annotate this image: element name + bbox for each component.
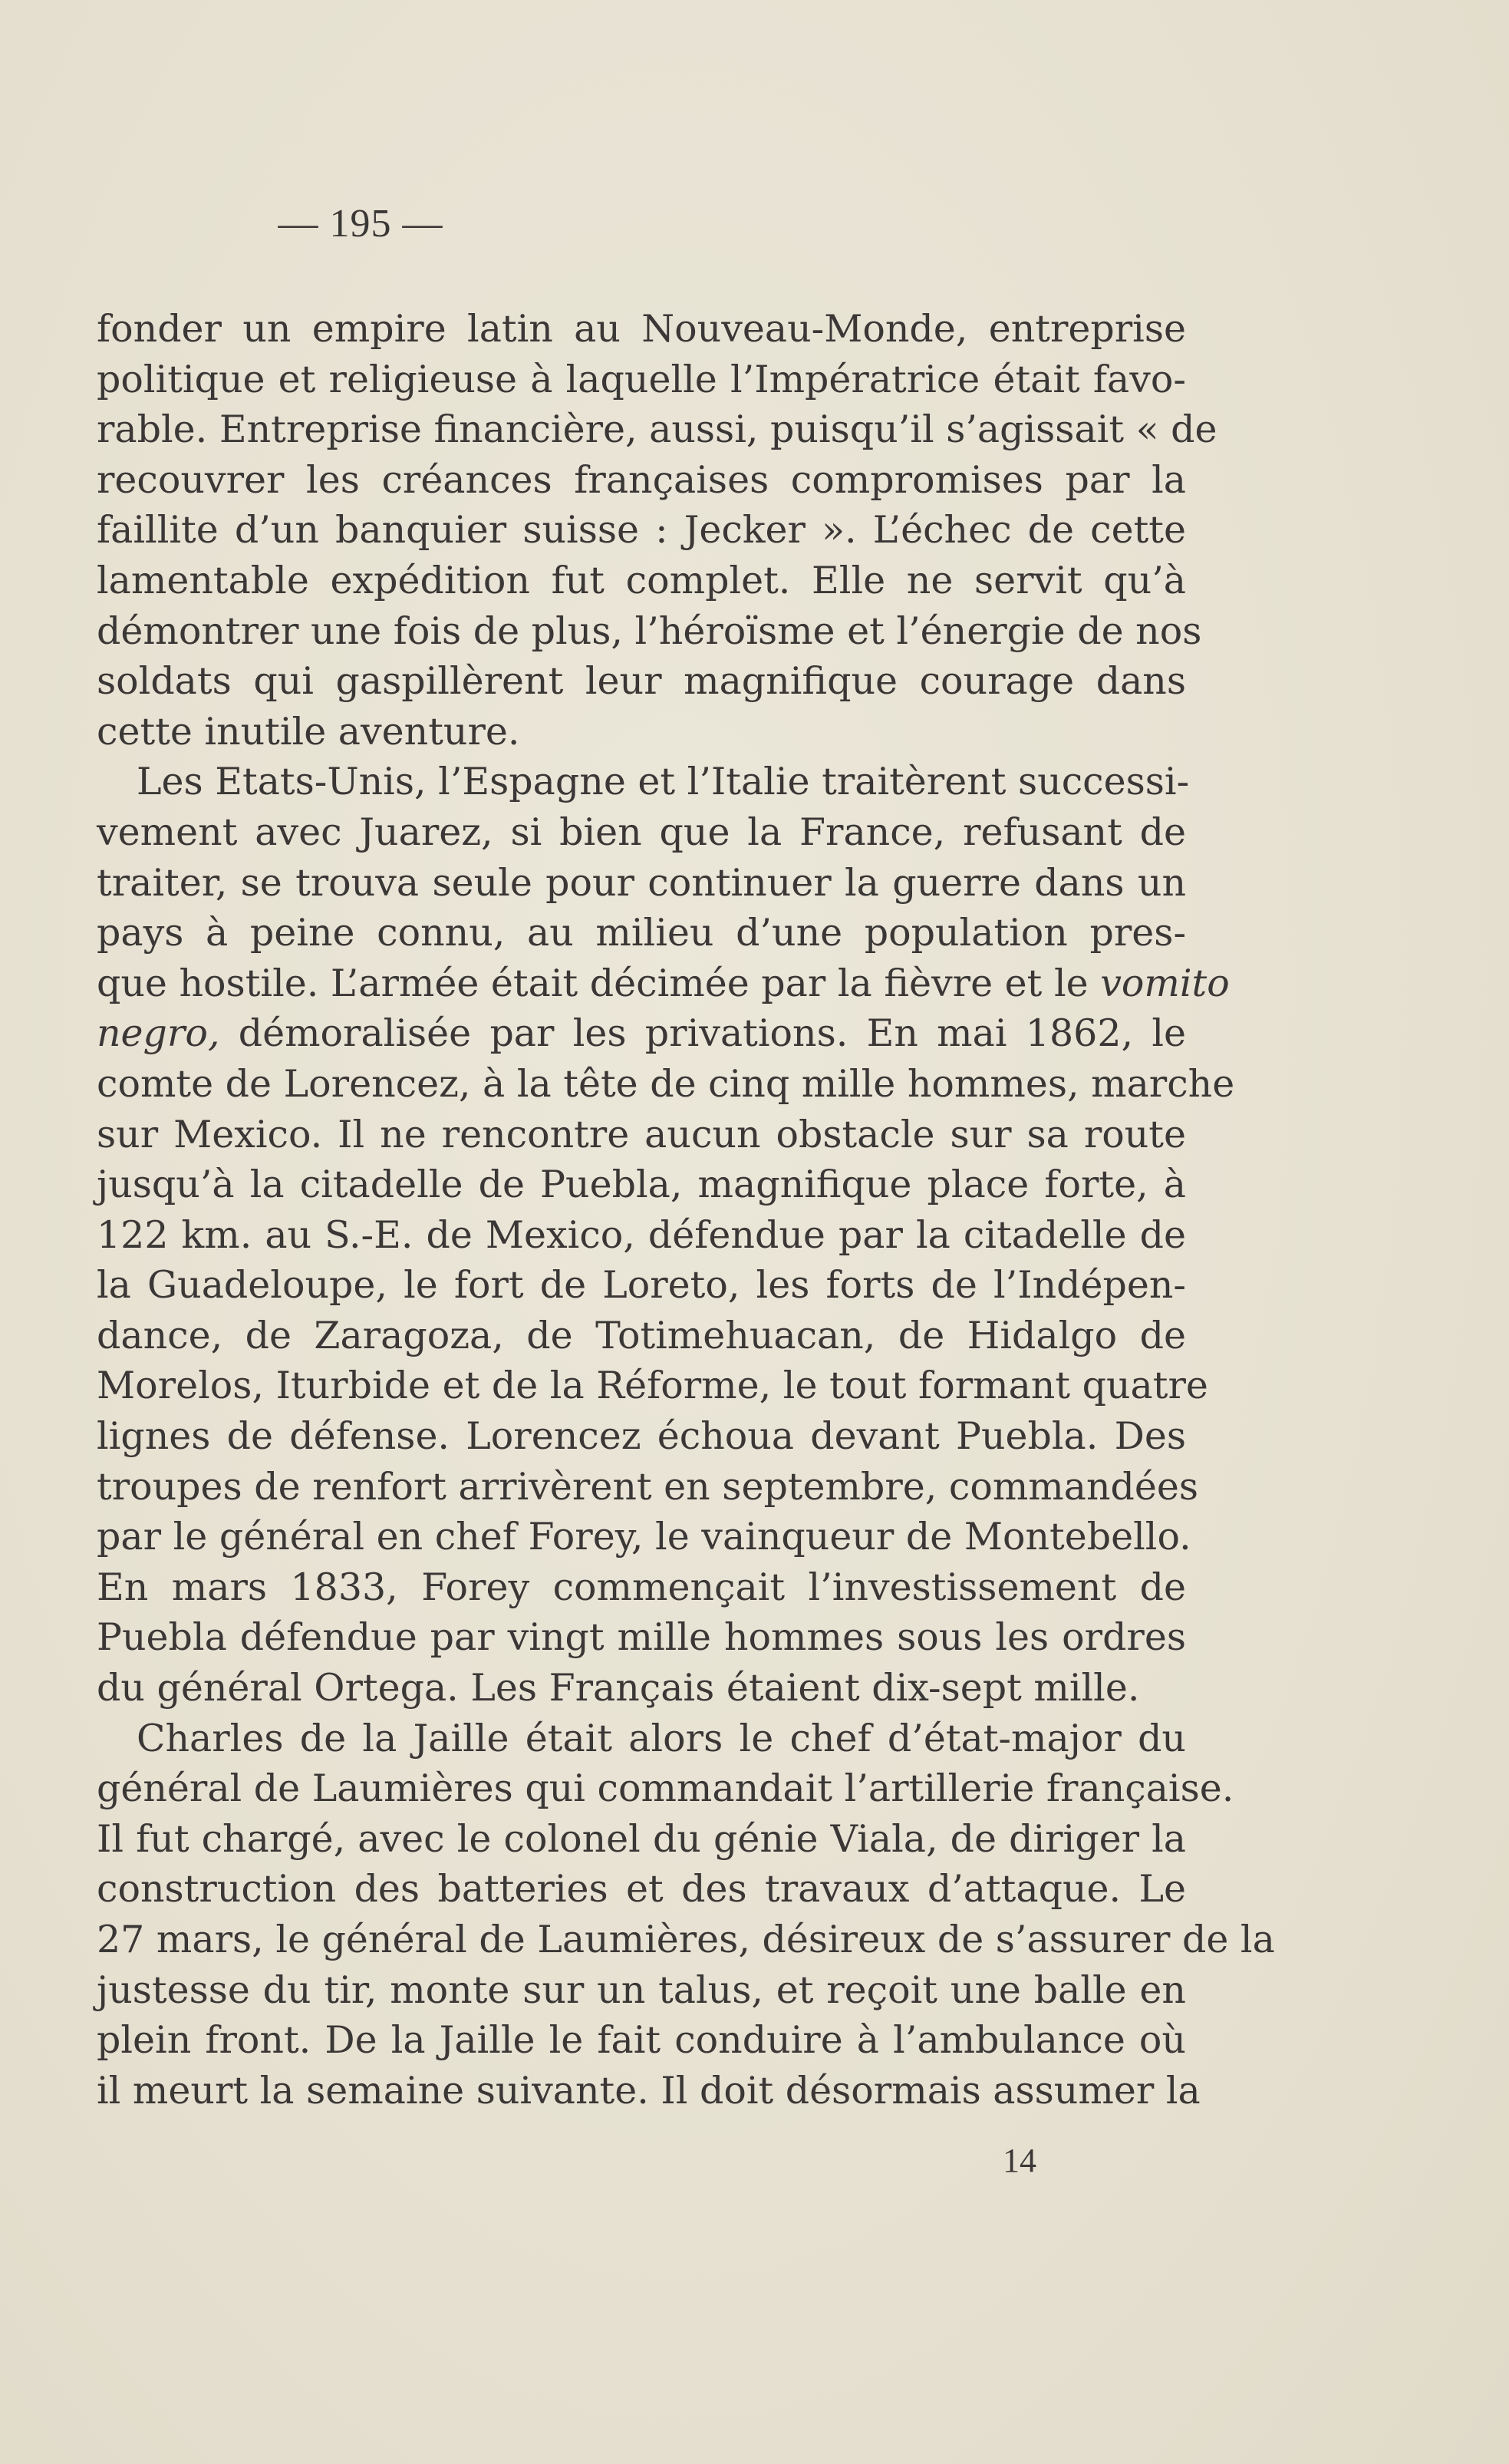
text-line: il meurt la semaine suivante. Il doit désormais assumer la — [97, 2068, 1201, 2113]
italic-term: negro, — [97, 1011, 220, 1056]
text-line: lignes de défense. Lorencez échoua devant Puebla. Des — [97, 1414, 1186, 1459]
text-line: traiter, se trouva seule pour continuer la guerre dans un — [97, 860, 1186, 905]
body-text — [97, 304, 1275, 2116]
text-line: rable. Entreprise financière, aussi, puisqu’il s’agissait « de — [97, 407, 1217, 452]
text-line: vement avec Juarez, si bien que la France, refusant de — [97, 810, 1186, 854]
text-line-paragraph-start: Les Etats-Unis, l’Espagne et l’Italie traitèrent successi- — [137, 760, 1190, 804]
text-line: Puebla défendue par vingt mille hommes sous les ordres — [97, 1615, 1186, 1660]
text-line: Il fut chargé, avec le colonel du génie Viala, de diriger la — [97, 1816, 1186, 1861]
text-line: démontrer une fois de plus, l’héroïsme et l’énergie de nos — [97, 609, 1202, 653]
text-line-paragraph-end: du général Ortega. Les Français étaient dix-sept mille. — [97, 1666, 1140, 1710]
text-line: général de Laumières qui commandait l’artillerie française. — [97, 1766, 1234, 1811]
signature-mark: 14 — [1003, 2142, 1036, 2179]
text-line: 122 km. au S.-E. de Mexico, défendue par la citadelle de — [97, 1212, 1186, 1257]
text-line: faillite d’un banquier suisse : Jecker ». L’échec de cette — [97, 508, 1186, 553]
text-line: justesse du tir, monte sur un talus, et reçoit une balle en — [97, 1968, 1186, 2012]
text-line: 27 mars, le général de Laumières, désireux de s’assurer de la — [97, 1918, 1275, 1961]
text-segment: démoralisée par les privations. En mai 1862, le — [238, 1011, 1187, 1056]
text-line: comte de Lorencez, à la tête de cinq mille hommes, marche — [97, 1061, 1235, 1106]
text-line: la Guadeloupe, le fort de Loreto, les forts de l’Indépen- — [97, 1263, 1186, 1308]
text-line: construction des batteries et des travaux d’attaque. Le — [97, 1867, 1186, 1911]
text-line: pays à peine connu, au milieu d’une population pres- — [97, 911, 1186, 955]
text-line: lamentable expédition fut complet. Elle ne servit qu’à — [97, 558, 1186, 602]
text-line: jusqu’à la citadelle de Puebla, magnifique place forte, à — [97, 1163, 1186, 1207]
text-line: sur Mexico. Il ne rencontre aucun obstacle sur sa route — [97, 1112, 1186, 1156]
italic-term: vomito — [1100, 961, 1230, 1005]
text-line-paragraph-start: Charles de la Jaille était alors le chef d’état-major du — [137, 1716, 1186, 1760]
text-line-with-italic — [97, 958, 1230, 1009]
text-line: Morelos, Iturbide et de la Réforme, le tout formant quatre — [97, 1364, 1208, 1408]
page-number: — 195 — — [278, 202, 443, 246]
text-line: troupes de renfort arrivèrent en septembre, commandées — [97, 1464, 1199, 1509]
text-line: fonder un empire latin au Nouveau-Monde, entreprise — [97, 307, 1186, 351]
text-line: par le général en chef Forey, le vainqueur de Montebello. — [97, 1515, 1191, 1559]
text-line-with-italic — [97, 1008, 1186, 1059]
text-line: En mars 1833, Forey commençait l’investissement de — [97, 1565, 1186, 1609]
text-line: recouvrer les créances françaises compromises par la — [97, 457, 1186, 502]
text-line: dance, de Zaragoza, de Totimehuacan, de Hidalgo de — [97, 1313, 1186, 1357]
text-line-paragraph-end: cette inutile aventure. — [97, 709, 520, 754]
text-segment: que hostile. L’armée était décimée par la fièvre et le — [97, 961, 1089, 1005]
text-line: soldats qui gaspillèrent leur magnifique courage dans — [97, 659, 1186, 704]
text-line: politique et religieuse à laquelle l’Impératrice était favo- — [97, 357, 1186, 401]
text-line: plein front. De la Jaille le fait conduire à l’ambulance où — [97, 2018, 1186, 2063]
